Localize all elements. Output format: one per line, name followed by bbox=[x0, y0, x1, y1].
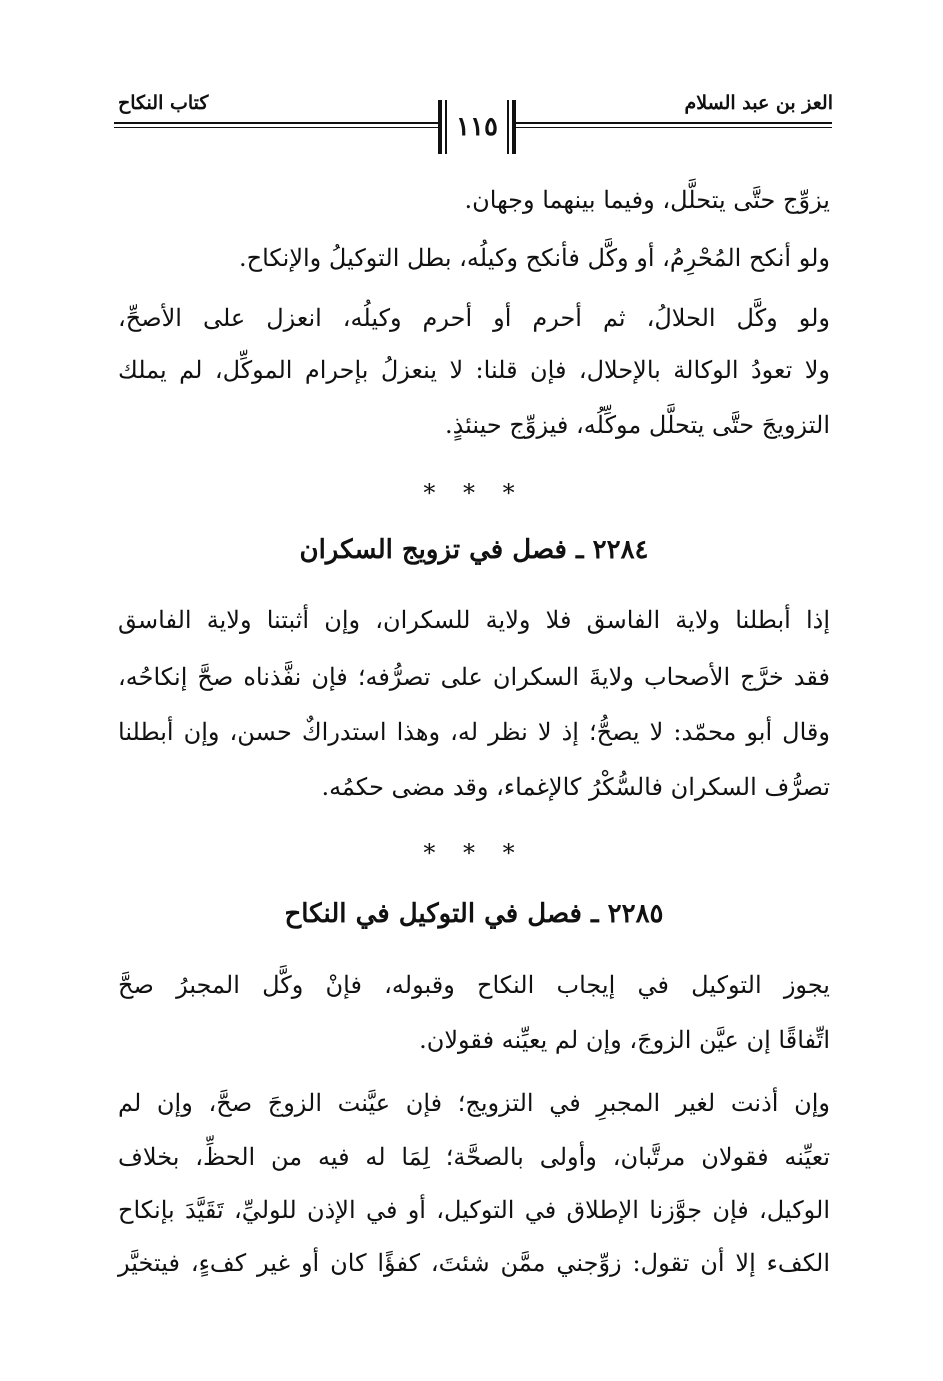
text-line: الكفء إلا أن تقول: زوِّجني ممَّن شئتَ، كفؤًا كان أو غير كفءٍ، فيتخيَّر bbox=[118, 1249, 830, 1277]
section-separator: * * * bbox=[423, 479, 525, 507]
text-line: ولو أنكح المُحْرِمُ، أو وكَّل فأنكح وكيلُه، بطل التوكيلُ والإنكاح. bbox=[238, 244, 830, 272]
text-line: يجوز التوكيل في إيجاب النكاح وقبوله، فإنْ وكَّل المجبرُ صحَّ bbox=[118, 971, 830, 999]
text-line: التزويجَ حتَّى يتحلَّل موكِّلُه، فيزوِّج حينئذٍ. bbox=[444, 411, 830, 439]
author-name: العز بن عبد السلام bbox=[684, 92, 833, 114]
text-line: وقال أبو محمّد: لا يصحُّ؛ إذ لا نظر له، وهذا استدراكٌ حسن، وإن أبطلنا bbox=[118, 718, 830, 746]
page-number: ١١٥ bbox=[456, 112, 498, 142]
section-heading: ٢٢٨٤ ـ فصل في تزويج السكران bbox=[299, 535, 649, 565]
page-number-box bbox=[438, 100, 516, 154]
text-line: إذا أبطلنا ولاية الفاسق فلا ولاية للسكران، وإن أثبتنا ولاية الفاسق bbox=[118, 606, 830, 634]
page-header bbox=[0, 0, 943, 170]
text-line: فقد خرَّج الأصحاب ولايةَ السكران على تصرُّفه؛ فإن نفَّذناه صحَّ إنكاحُه، bbox=[118, 663, 830, 691]
book-title: كتاب النكاح bbox=[118, 92, 209, 114]
section-heading: ٢٢٨٥ ـ فصل في التوكيل في النكاح bbox=[284, 899, 664, 929]
text-line: ولا تعودُ الوكالة بالإحلال، فإن قلنا: لا ينعزلُ بإحرام الموكِّل، لم يملك bbox=[118, 356, 830, 384]
text-line: تصرُّف السكران فالسُّكْرُ كالإغماء، وقد مضى حكمُه. bbox=[321, 773, 830, 801]
text-line: يزوِّج حتَّى يتحلَّل، وفيما بينهما وجهان. bbox=[464, 186, 830, 214]
section-separator: * * * bbox=[423, 839, 525, 867]
text-line: وإن أذنت لغير المجبرِ في التزويج؛ فإن عيَّنت الزوجَ صحَّ، وإن لم bbox=[118, 1089, 830, 1117]
text-line: الوكيل، فإن جوَّزنا الإطلاق في التوكيل، أو في الإذن للوليِّ، تَقَيَّدَ بإنكاح bbox=[118, 1196, 830, 1224]
text-line: تعيِّنه فقولان مرتَّبان، وأولى بالصحَّة؛ لِمَا له فيه من الحظِّ، بخلاف bbox=[118, 1143, 830, 1171]
text-line: اتِّفاقًا إن عيَّن الزوجَ، وإن لم يعيِّنه فقولان. bbox=[419, 1026, 830, 1054]
text-line: ولو وكَّل الحلالُ، ثم أحرم أو أحرم وكيلُه، انعزل على الأصحِّ، bbox=[118, 304, 830, 332]
